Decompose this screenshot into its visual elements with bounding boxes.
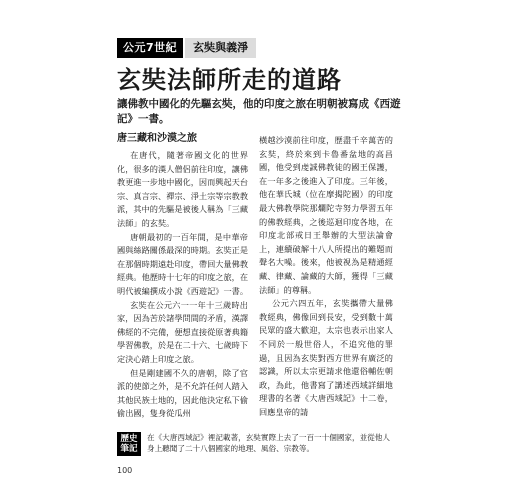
body-paragraph: 唐朝最初的一百年間，是中華帝國與絲路關係最深的時期。玄奘正是在那個時期遠赴印度，帶回大量佛教經典。他歷時十七年的印度之旅，在明代被編撰成小說《西遊記》一書。 (117, 231, 249, 296)
history-note-text: 在《大唐西域記》裡記載著，玄奘實際上去了一百一十個國家，並從他人身上聽聞了二十八個國家的地理、風俗、宗教等。 (147, 433, 390, 453)
history-note (117, 432, 397, 456)
page-title: 玄奘法師所走的道路 (117, 66, 342, 94)
body-paragraph: 在唐代，隨著帝國文化的世界化，很多的漢人僧侶前往印度，讓佛教更進一步地中國化，因而興起天台宗、真言宗、禪宗、淨土宗等宗教教派，其中的先驅是被後人稱為「三藏法師」的玄奘。 (117, 150, 249, 228)
era-badge: 公元7世紀 (117, 38, 183, 58)
chapter-header (117, 38, 256, 58)
note-badge-line: 筆記 (120, 444, 138, 454)
page-number: 100 (117, 466, 133, 475)
history-note-badge (117, 432, 141, 456)
body-paragraph: 橫越沙漠前往印度，歷盡千辛萬苦的玄奘，終於來到卡魯番盆地的高昌國，他受到虔誠佛教徒的國王保護，在一年多之後進入了印度。三年後，他在華氏城（位在摩揭陀國）的印度最大佛教學院那爛陀寺努力學習五年的佛教經典，之後巡迴印度各地，在印度北部戒日王舉辦的大型法論會上，連續破解十八人所提出的難題而聲名大噪。後來，他被視為是精通經藏、律藏、論藏的大師，獲得「三藏法師」的尊稱。 (259, 135, 393, 295)
body-paragraph: 公元六四五年，玄奘攜帶大量佛教經典，佛像回到長安，受到數十萬民眾的盛大歡迎，太宗也表示出家人不同於一般世俗人，不追究他的罪過，且因為玄奘對西方世界有廣泛的認識，所以太宗更請求他還俗輔佐朝政，為此，他書寫了講述西域詳細地理書的名著《大唐西域記》十二卷，回應皇帝的請 (259, 298, 393, 417)
body-paragraph: 但是剛建國不久的唐朝，除了官派的使節之外，是不允許任何人踏入其他民族土地的，因此他決定私下偷偷出國，隻身從瓜州 (117, 367, 249, 419)
section-heading: 唐三藏和沙漠之旅 (117, 133, 197, 144)
note-badge-line: 歷史 (120, 434, 138, 444)
left-column (117, 132, 248, 421)
right-column (259, 134, 393, 419)
body-paragraph: 玄奘在公元六一一年十三歲時出家，因為苦於諸學問間的矛盾，漢譯佛經的不完備，便想直接從原著典籍學習佛教，於是在二十六、七歲時下定決心踏上印度之旅。 (117, 299, 249, 364)
section-badge: 玄奘與義淨 (185, 38, 256, 58)
page-subtitle: 讓佛教中國化的先驅玄奘，他的印度之旅在明朝被寫成《西遊記》一書。 (117, 98, 401, 125)
